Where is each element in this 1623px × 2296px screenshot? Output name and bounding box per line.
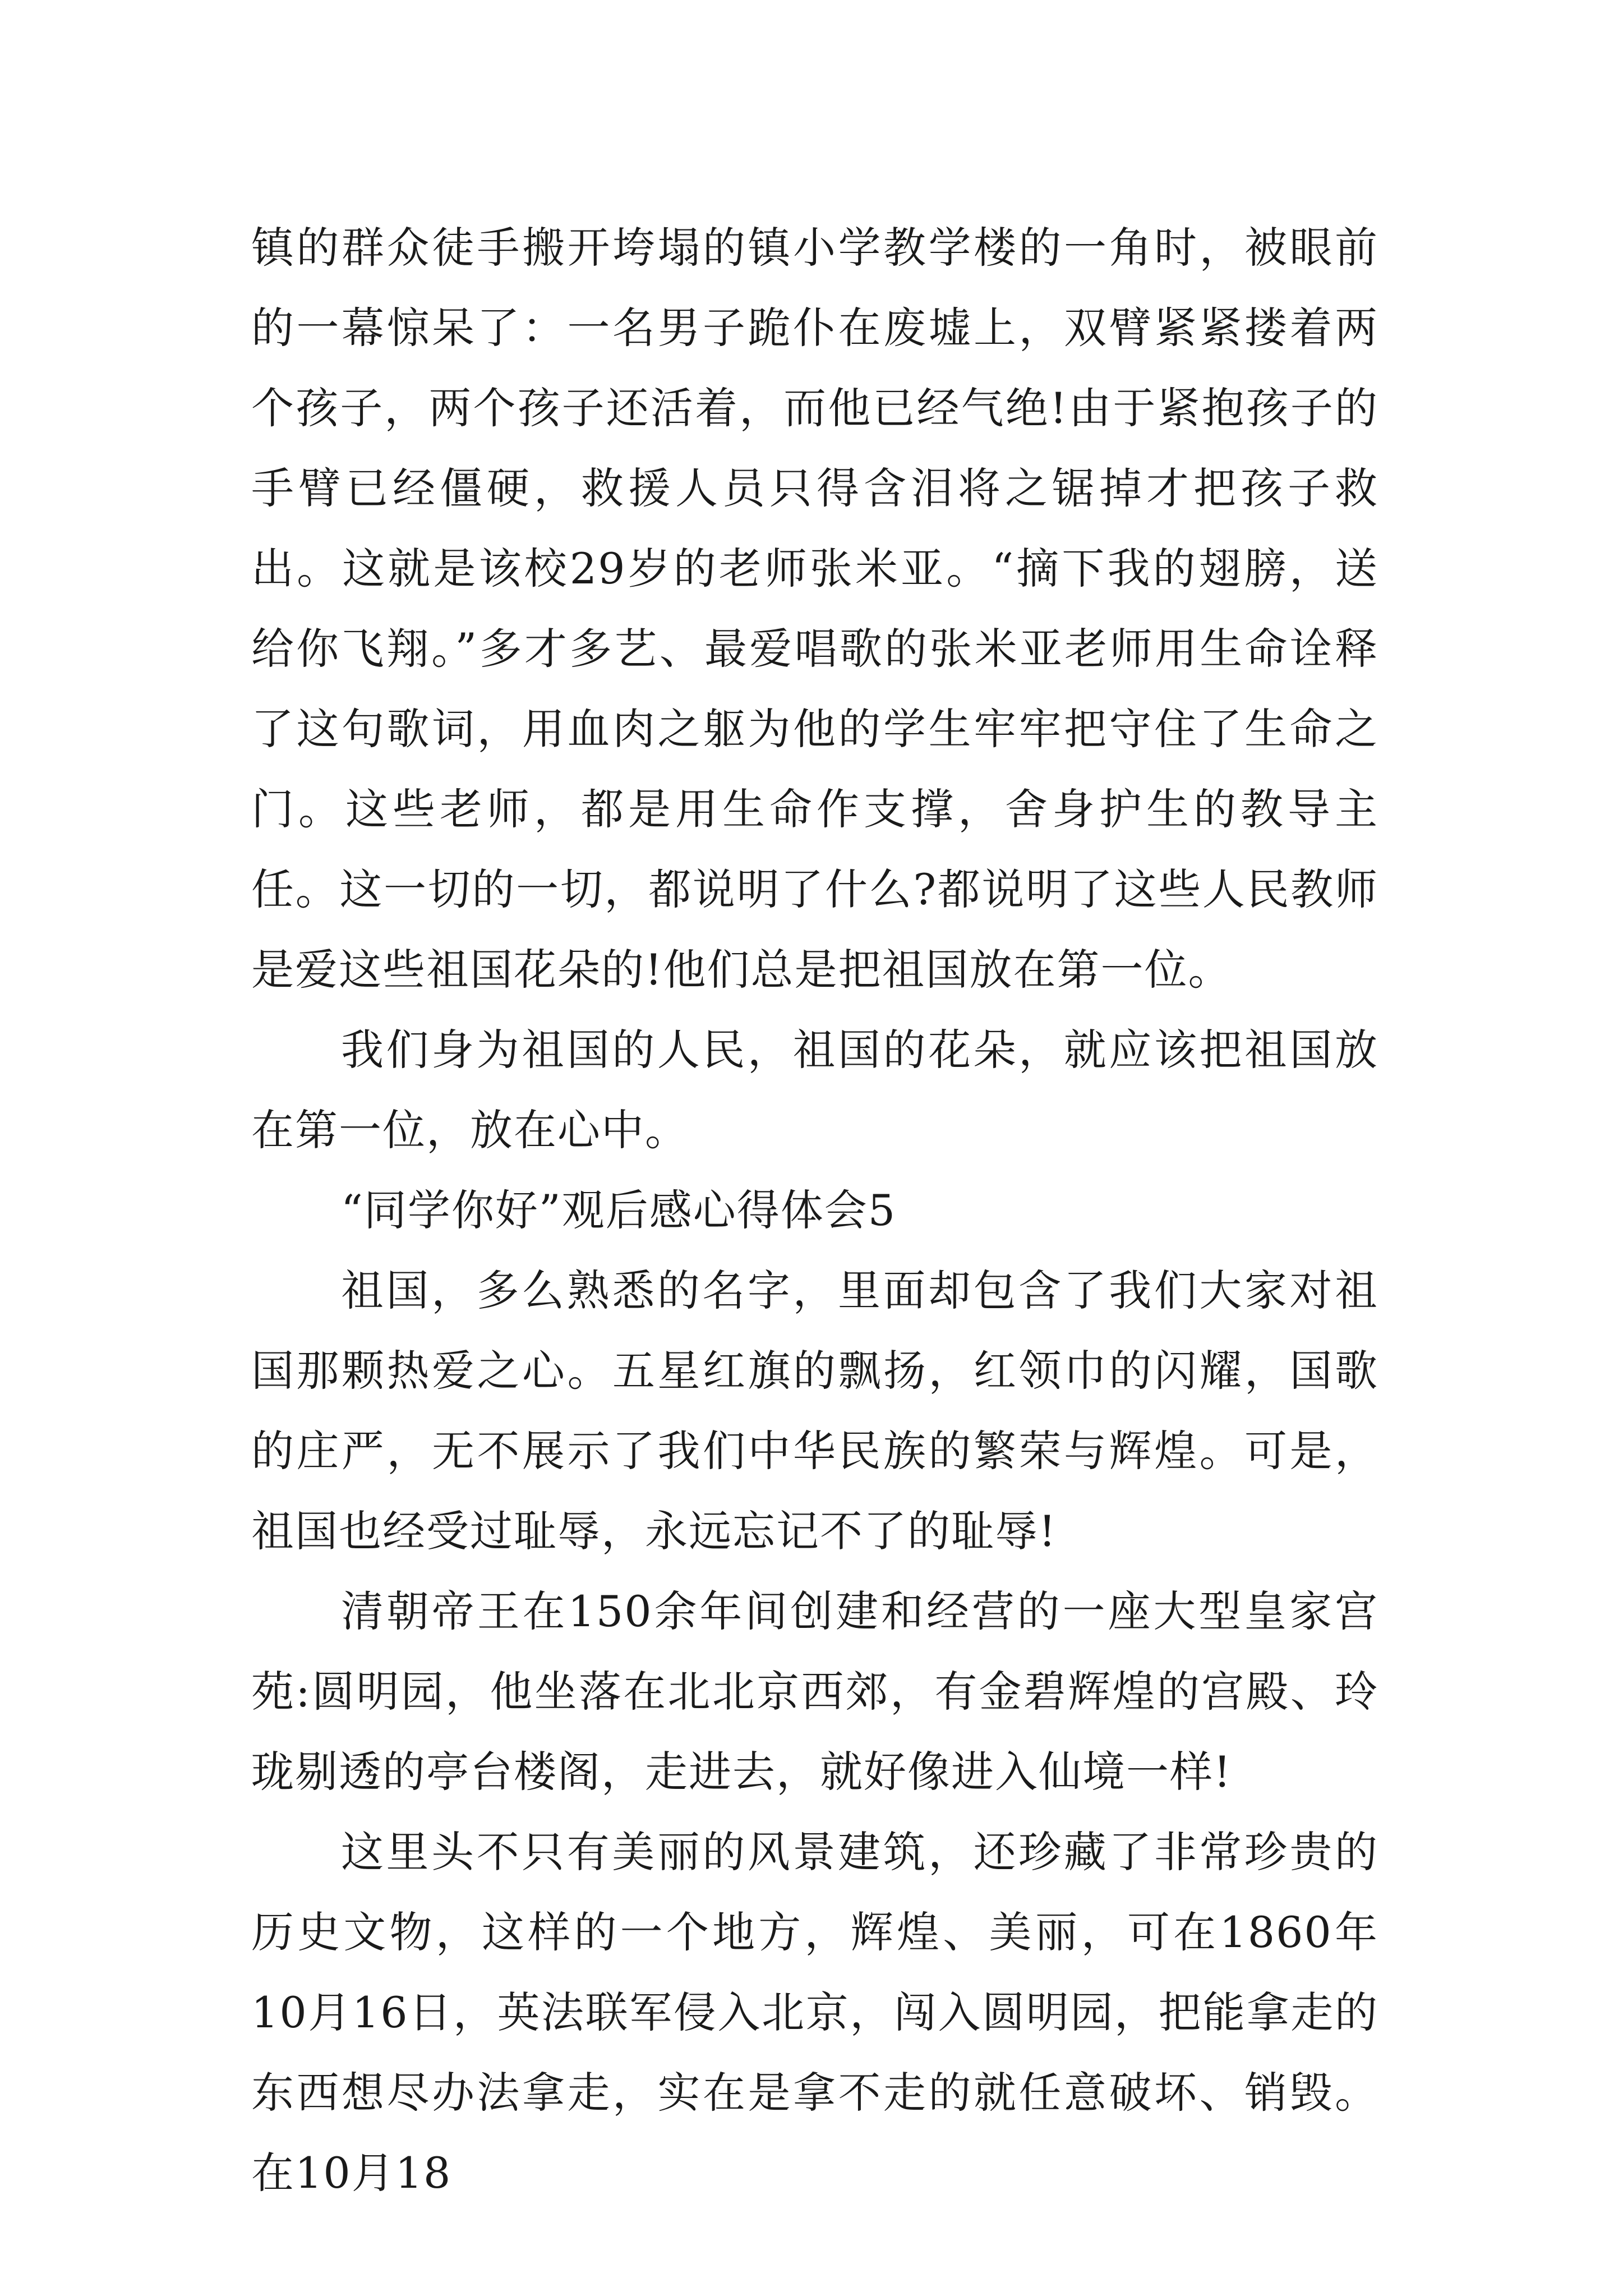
paragraph: 祖国，多么熟悉的名字，里面却包含了我们大家对祖国那颗热爱之心。五星红旗的飘扬，红领巾的闪耀，国歌的庄严，无不展示了我们中华民族的繁荣与辉煌。可是，祖国也经受过耻辱，永远忘记不了的耻辱! xyxy=(251,1266,1378,1556)
section-heading: “同学你好”观后感心得体会5 xyxy=(341,1185,897,1235)
paragraph: 我们身为祖国的人民，祖国的花朵，就应该把祖国放在第一位，放在心中。 xyxy=(251,1025,1378,1155)
body-text xyxy=(251,208,1378,2213)
paragraph: 清朝帝王在150余年间创建和经营的一座大型皇家宫苑:圆明园，他坐落在北北京西郊，有金碧辉煌的宫殿、玲珑剔透的亭台楼阁，走进去，就好像进入仙境一样! xyxy=(251,1586,1378,1797)
paragraph-continuation: 镇的群众徒手搬开垮塌的镇小学教学楼的一角时，被眼前的一幕惊呆了：一名男子跪仆在废墟上，双臂紧紧搂着两个孩子，两个孩子还活着，而他已经气绝!由于紧抱孩子的手臂已经僵硬，救援人员只得含泪将之锯掉才把孩子救出。这就是该校29岁的老师张米亚。“摘下我的翅膀，送给你飞翔。”多才多艺、最爱唱歌的张米亚老师用生命诠释了这句歌词，用血肉之躯为他的学生牢牢把守住了生命之门。这些老师，都是用生命作支撑，舍身护生的教导主任。这一切的一切，都说明了什么?都说明了这些人民教师是爱这些祖国花朵的!他们总是把祖国放在第一位。 xyxy=(251,223,1378,995)
paragraph: 这里头不只有美丽的风景建筑，还珍藏了非常珍贵的历史文物，这样的一个地方，辉煌、美丽，可在1860年10月16日，英法联军侵入北京，闯入圆明园，把能拿走的东西想尽办法拿走，实在是拿不走的就任意破坏、销毁。在10月18 xyxy=(251,1827,1378,2198)
